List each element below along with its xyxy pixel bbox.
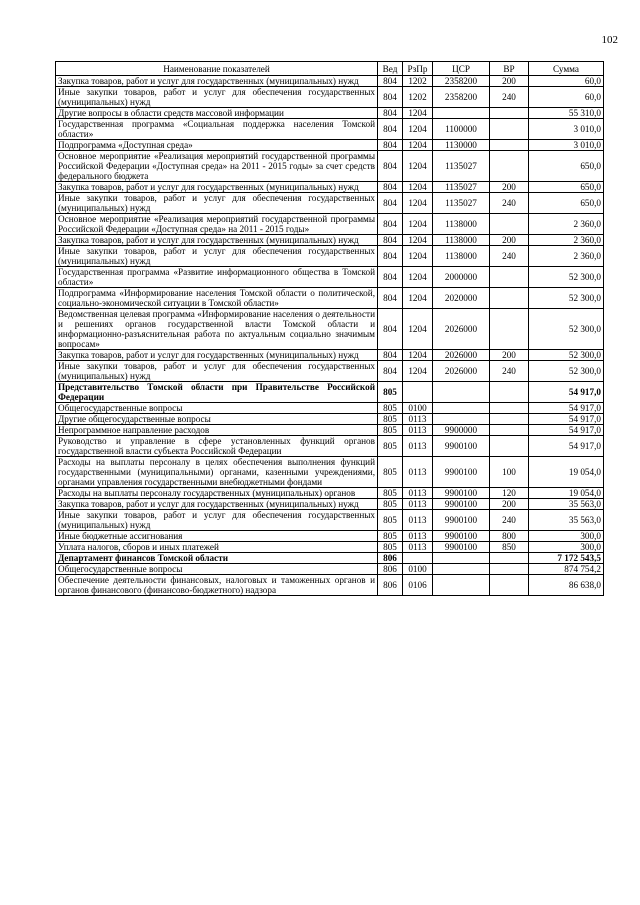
row-csr-cell: 1138000 xyxy=(433,246,490,267)
row-ved-cell: 804 xyxy=(378,140,403,151)
row-name-cell: Иные закупки товаров, работ и услуг для обеспечения государственных (муниципальных) нужд xyxy=(56,246,378,267)
table-row xyxy=(56,499,604,510)
row-csr-cell: 1135027 xyxy=(433,182,490,193)
row-rzpr-cell: 1204 xyxy=(403,193,433,214)
row-name-cell: Представительство Томской области при Правительстве Российской Федерации xyxy=(56,382,378,403)
row-vr-cell xyxy=(490,403,529,414)
table-row xyxy=(56,309,604,350)
row-csr-cell: 1138000 xyxy=(433,235,490,246)
row-ved-cell: 804 xyxy=(378,235,403,246)
row-sum-cell: 52 300,0 xyxy=(529,288,604,309)
row-rzpr-cell: 0113 xyxy=(403,488,433,499)
row-ved-cell: 805 xyxy=(378,457,403,488)
header-ved: Вед xyxy=(378,62,403,76)
row-ved-cell: 805 xyxy=(378,488,403,499)
row-vr-cell: 850 xyxy=(490,542,529,553)
row-vr-cell xyxy=(490,553,529,564)
row-rzpr-cell xyxy=(403,553,433,564)
row-sum-cell: 35 563,0 xyxy=(529,510,604,531)
row-ved-cell: 804 xyxy=(378,350,403,361)
row-csr-cell: 1130000 xyxy=(433,140,490,151)
row-csr-cell: 9900100 xyxy=(433,531,490,542)
row-rzpr-cell: 1202 xyxy=(403,87,433,108)
header-sum: Сумма xyxy=(529,62,604,76)
row-csr-cell: 9900100 xyxy=(433,499,490,510)
row-rzpr-cell: 1204 xyxy=(403,288,433,309)
row-sum-cell: 650,0 xyxy=(529,151,604,182)
table-row xyxy=(56,488,604,499)
table-row xyxy=(56,542,604,553)
row-rzpr-cell: 0113 xyxy=(403,542,433,553)
row-ved-cell: 805 xyxy=(378,382,403,403)
row-ved-cell: 805 xyxy=(378,414,403,425)
row-sum-cell: 52 300,0 xyxy=(529,361,604,382)
table-row xyxy=(56,436,604,457)
header-vr: ВР xyxy=(490,62,529,76)
row-sum-cell: 19 054,0 xyxy=(529,488,604,499)
row-sum-cell: 300,0 xyxy=(529,531,604,542)
row-sum-cell: 54 917,0 xyxy=(529,425,604,436)
row-rzpr-cell: 0113 xyxy=(403,414,433,425)
row-sum-cell: 874 754,2 xyxy=(529,564,604,575)
row-ved-cell: 804 xyxy=(378,309,403,350)
row-vr-cell xyxy=(490,564,529,575)
table-row xyxy=(56,361,604,382)
row-sum-cell: 7 172 543,5 xyxy=(529,553,604,564)
row-ved-cell: 806 xyxy=(378,553,403,564)
row-vr-cell: 240 xyxy=(490,193,529,214)
row-ved-cell: 804 xyxy=(378,246,403,267)
row-sum-cell: 54 917,0 xyxy=(529,403,604,414)
row-ved-cell: 804 xyxy=(378,288,403,309)
row-vr-cell: 120 xyxy=(490,488,529,499)
row-ved-cell: 804 xyxy=(378,182,403,193)
row-name-cell: Другие вопросы в области средств массовой информации xyxy=(56,108,378,119)
row-csr-cell: 9900100 xyxy=(433,488,490,499)
row-ved-cell: 804 xyxy=(378,108,403,119)
row-ved-cell: 804 xyxy=(378,151,403,182)
row-csr-cell: 2026000 xyxy=(433,350,490,361)
table-row xyxy=(56,403,604,414)
row-rzpr-cell: 1204 xyxy=(403,182,433,193)
row-csr-cell: 2026000 xyxy=(433,361,490,382)
row-sum-cell: 650,0 xyxy=(529,193,604,214)
row-name-cell: Руководство и управление в сфере установленных функций органов государственной власти субъекта Российской Федерации xyxy=(56,436,378,457)
budget-table xyxy=(55,61,604,596)
row-csr-cell: 2000000 xyxy=(433,267,490,288)
table-row xyxy=(56,182,604,193)
header-name: Наименование показателей xyxy=(56,62,378,76)
row-sum-cell: 60,0 xyxy=(529,87,604,108)
row-vr-cell xyxy=(490,436,529,457)
row-rzpr-cell: 0113 xyxy=(403,457,433,488)
table-header-row xyxy=(56,62,604,76)
row-csr-cell: 2026000 xyxy=(433,309,490,350)
row-name-cell: Общегосударственные вопросы xyxy=(56,403,378,414)
row-csr-cell: 9900100 xyxy=(433,542,490,553)
table-row xyxy=(56,267,604,288)
row-sum-cell: 52 300,0 xyxy=(529,350,604,361)
row-ved-cell: 804 xyxy=(378,193,403,214)
row-sum-cell: 52 300,0 xyxy=(529,267,604,288)
row-ved-cell: 804 xyxy=(378,361,403,382)
table-row xyxy=(56,140,604,151)
row-csr-cell: 1135027 xyxy=(433,193,490,214)
row-vr-cell xyxy=(490,414,529,425)
row-csr-cell: 2358200 xyxy=(433,87,490,108)
row-vr-cell: 100 xyxy=(490,457,529,488)
row-csr-cell: 1138000 xyxy=(433,214,490,235)
table-row xyxy=(56,457,604,488)
table-row xyxy=(56,531,604,542)
row-rzpr-cell: 1204 xyxy=(403,235,433,246)
row-ved-cell: 806 xyxy=(378,564,403,575)
row-ved-cell: 804 xyxy=(378,119,403,140)
row-vr-cell xyxy=(490,119,529,140)
row-vr-cell xyxy=(490,382,529,403)
row-vr-cell xyxy=(490,575,529,596)
row-vr-cell xyxy=(490,267,529,288)
page-number: 102 xyxy=(601,34,618,46)
row-ved-cell: 804 xyxy=(378,214,403,235)
row-csr-cell xyxy=(433,403,490,414)
table-row xyxy=(56,193,604,214)
row-rzpr-cell: 0113 xyxy=(403,510,433,531)
row-vr-cell xyxy=(490,151,529,182)
row-vr-cell xyxy=(490,140,529,151)
row-sum-cell: 86 638,0 xyxy=(529,575,604,596)
row-vr-cell: 240 xyxy=(490,87,529,108)
row-rzpr-cell: 1204 xyxy=(403,151,433,182)
row-name-cell: Департамент финансов Томской области xyxy=(56,553,378,564)
row-vr-cell xyxy=(490,214,529,235)
row-name-cell: Подпрограмма «Доступная среда» xyxy=(56,140,378,151)
row-name-cell: Закупка товаров, работ и услуг для государственных (муниципальных) нужд xyxy=(56,235,378,246)
row-csr-cell: 9900100 xyxy=(433,436,490,457)
row-rzpr-cell: 1204 xyxy=(403,361,433,382)
row-vr-cell: 200 xyxy=(490,350,529,361)
row-csr-cell xyxy=(433,564,490,575)
row-csr-cell xyxy=(433,553,490,564)
row-name-cell: Уплата налогов, сборов и иных платежей xyxy=(56,542,378,553)
table-row xyxy=(56,425,604,436)
row-ved-cell: 805 xyxy=(378,499,403,510)
row-sum-cell: 2 360,0 xyxy=(529,235,604,246)
row-name-cell: Подпрограмма «Информирование населения Томской области о политической, социально-экономической ситуации в Томской области» xyxy=(56,288,378,309)
row-sum-cell: 3 010,0 xyxy=(529,119,604,140)
row-name-cell: Закупка товаров, работ и услуг для государственных (муниципальных) нужд xyxy=(56,182,378,193)
row-csr-cell xyxy=(433,382,490,403)
row-rzpr-cell: 1204 xyxy=(403,108,433,119)
row-sum-cell: 52 300,0 xyxy=(529,309,604,350)
row-vr-cell xyxy=(490,108,529,119)
row-rzpr-cell: 0100 xyxy=(403,403,433,414)
row-csr-cell xyxy=(433,414,490,425)
table-row xyxy=(56,350,604,361)
row-ved-cell: 804 xyxy=(378,267,403,288)
row-csr-cell: 9900000 xyxy=(433,425,490,436)
row-name-cell: Расходы на выплаты персоналу государственных (муниципальных) органов xyxy=(56,488,378,499)
row-sum-cell: 2 360,0 xyxy=(529,246,604,267)
row-sum-cell: 19 054,0 xyxy=(529,457,604,488)
row-sum-cell: 35 563,0 xyxy=(529,499,604,510)
row-sum-cell: 60,0 xyxy=(529,76,604,87)
row-rzpr-cell: 1204 xyxy=(403,214,433,235)
row-rzpr-cell: 1204 xyxy=(403,267,433,288)
row-rzpr-cell: 1204 xyxy=(403,246,433,267)
row-vr-cell: 800 xyxy=(490,531,529,542)
row-rzpr-cell: 1204 xyxy=(403,140,433,151)
row-name-cell: Расходы на выплаты персоналу в целях обеспечения выполнения функций государственными (муниципальными) органами, казенными учреждениями, органами управления государственными внебюджетными фондами xyxy=(56,457,378,488)
row-vr-cell: 200 xyxy=(490,235,529,246)
row-vr-cell xyxy=(490,288,529,309)
row-rzpr-cell: 1202 xyxy=(403,76,433,87)
table-row xyxy=(56,214,604,235)
row-csr-cell: 9900100 xyxy=(433,457,490,488)
row-vr-cell: 240 xyxy=(490,361,529,382)
table-row xyxy=(56,564,604,575)
row-ved-cell: 805 xyxy=(378,403,403,414)
row-rzpr-cell: 1204 xyxy=(403,350,433,361)
row-name-cell: Государственная программа «Развитие информационного общества в Томской области» xyxy=(56,267,378,288)
table-row xyxy=(56,575,604,596)
row-name-cell: Иные закупки товаров, работ и услуг для обеспечения государственных (муниципальных) нужд xyxy=(56,87,378,108)
row-name-cell: Ведомственная целевая программа «Информирование населения о деятельности и решениях органов государственной власти Томской области и информационно-разъяснительная работа по актуальным социально значимым вопросам» xyxy=(56,309,378,350)
row-name-cell: Иные закупки товаров, работ и услуг для обеспечения государственных (муниципальных) нужд xyxy=(56,510,378,531)
row-name-cell: Иные закупки товаров, работ и услуг для обеспечения государственных (муниципальных) нужд xyxy=(56,361,378,382)
row-rzpr-cell: 0113 xyxy=(403,425,433,436)
table-row xyxy=(56,246,604,267)
row-ved-cell: 805 xyxy=(378,542,403,553)
row-vr-cell xyxy=(490,425,529,436)
row-vr-cell xyxy=(490,309,529,350)
table-row xyxy=(56,87,604,108)
table-row xyxy=(56,382,604,403)
header-rzpr: РзПр xyxy=(403,62,433,76)
row-sum-cell: 650,0 xyxy=(529,182,604,193)
row-sum-cell: 54 917,0 xyxy=(529,382,604,403)
row-vr-cell: 200 xyxy=(490,182,529,193)
row-ved-cell: 805 xyxy=(378,531,403,542)
row-rzpr-cell: 0106 xyxy=(403,575,433,596)
row-rzpr-cell xyxy=(403,382,433,403)
row-sum-cell: 2 360,0 xyxy=(529,214,604,235)
table-row xyxy=(56,414,604,425)
row-name-cell: Государственная программа «Социальная поддержка населения Томской области» xyxy=(56,119,378,140)
row-name-cell: Основное мероприятие «Реализация мероприятий государственной программы Российской Федерации «Доступная среда» на 2011 - 2015 годы» за счет средств федерального бюджета xyxy=(56,151,378,182)
row-csr-cell: 2020000 xyxy=(433,288,490,309)
table-row xyxy=(56,151,604,182)
row-rzpr-cell: 1204 xyxy=(403,119,433,140)
table-row xyxy=(56,108,604,119)
row-sum-cell: 55 310,0 xyxy=(529,108,604,119)
row-name-cell: Основное мероприятие «Реализация мероприятий государственной программы Российской Федерации «Доступная среда» на 2011 - 2015 годы» xyxy=(56,214,378,235)
table-row xyxy=(56,510,604,531)
row-rzpr-cell: 0113 xyxy=(403,531,433,542)
row-name-cell: Непрограммное направление расходов xyxy=(56,425,378,436)
row-vr-cell: 200 xyxy=(490,76,529,87)
row-name-cell: Обеспечение деятельности финансовых, налоговых и таможенных органов и органов финансового (финансово-бюджетного) надзора xyxy=(56,575,378,596)
row-sum-cell: 300,0 xyxy=(529,542,604,553)
row-csr-cell: 9900100 xyxy=(433,510,490,531)
row-csr-cell: 1100000 xyxy=(433,119,490,140)
table-row xyxy=(56,553,604,564)
row-name-cell: Иные бюджетные ассигнования xyxy=(56,531,378,542)
row-csr-cell: 2358200 xyxy=(433,76,490,87)
row-name-cell: Иные закупки товаров, работ и услуг для обеспечения государственных (муниципальных) нужд xyxy=(56,193,378,214)
row-csr-cell xyxy=(433,575,490,596)
row-ved-cell: 805 xyxy=(378,510,403,531)
row-ved-cell: 804 xyxy=(378,76,403,87)
row-vr-cell: 200 xyxy=(490,499,529,510)
row-vr-cell: 240 xyxy=(490,510,529,531)
row-ved-cell: 804 xyxy=(378,87,403,108)
table-row xyxy=(56,288,604,309)
row-name-cell: Другие общегосударственные вопросы xyxy=(56,414,378,425)
row-csr-cell xyxy=(433,108,490,119)
row-name-cell: Общегосударственные вопросы xyxy=(56,564,378,575)
table-row xyxy=(56,119,604,140)
table-row xyxy=(56,235,604,246)
row-name-cell: Закупка товаров, работ и услуг для государственных (муниципальных) нужд xyxy=(56,350,378,361)
row-ved-cell: 806 xyxy=(378,575,403,596)
row-vr-cell: 240 xyxy=(490,246,529,267)
row-ved-cell: 805 xyxy=(378,436,403,457)
row-sum-cell: 54 917,0 xyxy=(529,414,604,425)
row-rzpr-cell: 0100 xyxy=(403,564,433,575)
header-csr: ЦСР xyxy=(433,62,490,76)
row-sum-cell: 54 917,0 xyxy=(529,436,604,457)
row-csr-cell: 1135027 xyxy=(433,151,490,182)
row-rzpr-cell: 0113 xyxy=(403,499,433,510)
row-ved-cell: 805 xyxy=(378,425,403,436)
row-rzpr-cell: 0113 xyxy=(403,436,433,457)
row-name-cell: Закупка товаров, работ и услуг для государственных (муниципальных) нужд xyxy=(56,76,378,87)
row-sum-cell: 3 010,0 xyxy=(529,140,604,151)
row-name-cell: Закупка товаров, работ и услуг для государственных (муниципальных) нужд xyxy=(56,499,378,510)
table-row xyxy=(56,76,604,87)
row-rzpr-cell: 1204 xyxy=(403,309,433,350)
